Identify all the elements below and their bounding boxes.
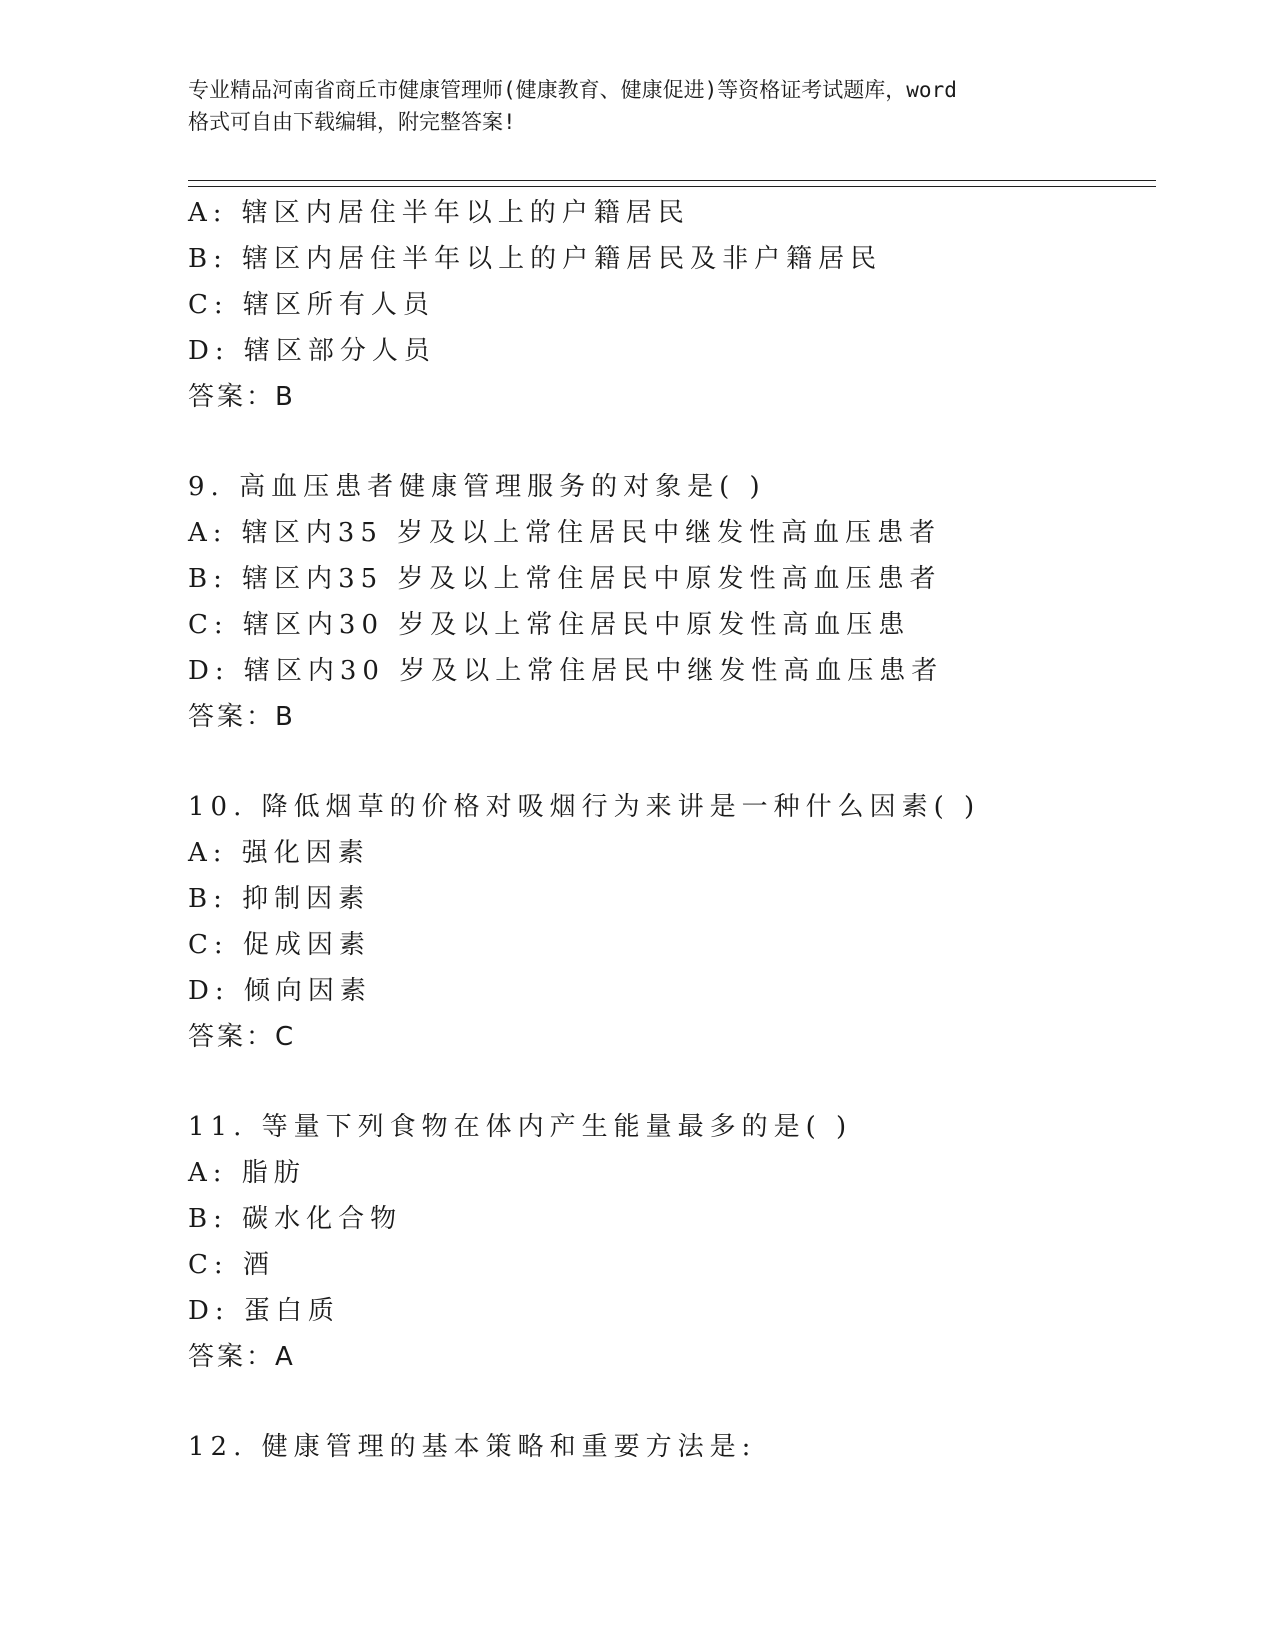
header-divider-top	[188, 180, 1156, 181]
option-c: C: 酒	[188, 1250, 275, 1280]
spacer	[188, 420, 1148, 464]
option-b: B: 辖区内35 岁及以上常住居民中原发性高血压患者	[188, 564, 942, 594]
header-divider-bottom	[188, 186, 1156, 187]
question-9	[188, 464, 1148, 740]
option-b: B: 辖区内居住半年以上的户籍居民及非户籍居民	[188, 244, 883, 274]
option-d: D: 辖区部分人员	[188, 336, 436, 366]
option-c: C: 辖区所有人员	[188, 290, 435, 320]
option-a: A: 强化因素	[188, 838, 370, 868]
option-a: A: 辖区内35 岁及以上常住居民中继发性高血压患者	[188, 518, 942, 548]
question-10	[188, 784, 1148, 1060]
question-list	[188, 190, 1148, 1470]
answer: 答案：C	[188, 1022, 297, 1052]
header-line-2: 格式可自由下载编辑，附完整答案!	[188, 110, 516, 134]
spacer	[188, 1380, 1148, 1424]
question-text: 12. 健康管理的基本策略和重要方法是:	[188, 1432, 757, 1462]
question-text: 10. 降低烟草的价格对吸烟行为来讲是一种什么因素( )	[188, 792, 981, 822]
option-d: D: 辖区内30 岁及以上常住居民中继发性高血压患者	[188, 656, 944, 686]
spacer	[188, 1060, 1148, 1104]
question-8	[188, 190, 1148, 420]
question-text: 11. 等量下列食物在体内产生能量最多的是( )	[188, 1112, 853, 1142]
spacer	[188, 740, 1148, 784]
option-a: A: 脂肪	[188, 1158, 306, 1188]
option-d: D: 蛋白质	[188, 1296, 340, 1326]
document-header	[188, 74, 1088, 138]
option-c: C: 辖区内30 岁及以上常住居民中原发性高血压患	[188, 610, 911, 640]
option-a: A: 辖区内居住半年以上的户籍居民	[188, 198, 690, 228]
option-c: C: 促成因素	[188, 930, 371, 960]
answer: 答案：B	[188, 382, 296, 412]
option-d: D: 倾向因素	[188, 976, 372, 1006]
question-11	[188, 1104, 1148, 1380]
question-12	[188, 1424, 1148, 1470]
question-text: 9. 高血压患者健康管理服务的对象是( )	[188, 472, 766, 502]
answer: 答案：A	[188, 1342, 296, 1372]
header-line-1: 专业精品河南省商丘市健康管理师(健康教育、健康促进)等资格证考试题库，word	[188, 78, 957, 102]
option-b: B: 抑制因素	[188, 884, 371, 914]
option-b: B: 碳水化合物	[188, 1204, 403, 1234]
answer: 答案：B	[188, 702, 296, 732]
